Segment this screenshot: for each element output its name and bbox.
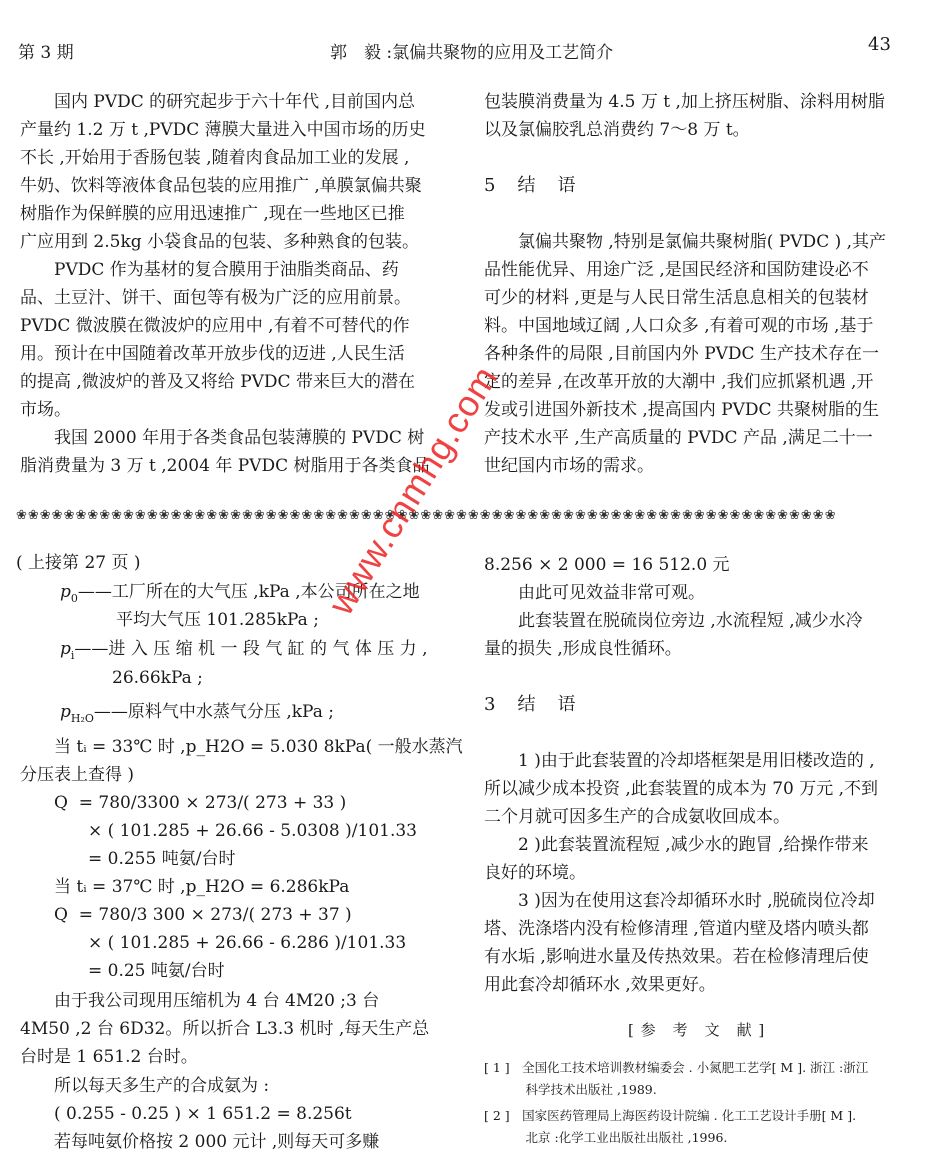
- equation-line: Q = 780/3 300 × 273/( 273 + 37 ): [20, 905, 352, 925]
- text-line: PVDC 微波膜在微波炉的应用中 ,有着不可替代的作: [20, 316, 410, 336]
- text-line: 树脂作为保鲜膜的应用迅速推广 ,现在一些地区已推: [20, 204, 405, 224]
- text-line: 发或引进国外新技术 ,提高国内 PVDC 共聚树脂的生: [484, 400, 879, 420]
- text-line: 3 )因为在使用这套冷却循环水时 ,脱硫岗位冷却: [484, 891, 875, 911]
- symbol: p: [60, 702, 71, 722]
- ornamental-divider: ❀❀❀❀❀❀❀❀❀❀❀❀❀❀❀❀❀❀❀❀❀❀❀❀❀❀❀❀❀❀❀❀❀❀❀❀❀❀❀❀❀❀❀❀❀❀❀❀❀❀❀❀❀❀❀❀❀❀❀❀❀❀❀❀❀❀❀❀❀: [16, 509, 837, 523]
- equation-line: = 0.255 吨氨/台时: [20, 849, 236, 869]
- definition-text: ——原料气中水蒸气分压 ,kPa ;: [93, 702, 334, 722]
- text-line: 以及氯偏胶乳总消费约 7～8 万 t。: [484, 120, 750, 140]
- text-line: 用。预计在中国随着改革开放步伐的迈进 ,人民生活: [20, 344, 405, 364]
- text-line: 4M50 ,2 台 6D32。所以折合 L3.3 机时 ,每天生产总: [20, 1019, 430, 1039]
- section-heading: 3 结 语: [484, 694, 578, 715]
- text-line: 各种条件的局限 ,目前国内外 PVDC 生产技术存在一: [484, 344, 879, 364]
- reference-item: [ 1 ] 全国化工技术培训教材编委会 . 小氮肥工艺学[ M ]. 浙江 :浙江: [484, 1060, 869, 1075]
- reference-item: [ 2 ] 国家医药管理局上海医药设计院编 . 化工工艺设计手册[ M ].: [484, 1108, 857, 1123]
- pi-definition: [60, 639, 427, 661]
- symbol: p: [60, 582, 71, 602]
- text-line: 品、土豆汁、饼干、面包等有极为广泛的应用前景。: [20, 288, 411, 308]
- issue-number: 第 3 期: [18, 43, 74, 63]
- text-line: 料。中国地域辽阔 ,人口众多 ,有着可观的市场 ,基于: [484, 316, 874, 336]
- text-line: 广应用到 2.5kg 小袋食品的包装、多种熟食的包装。: [20, 232, 420, 252]
- text-line: 此套装置在脱硫岗位旁边 ,水流程短 ,减少水冷: [484, 611, 863, 631]
- symbol: p: [60, 639, 71, 659]
- text-line: 我国 2000 年用于各类食品包装薄膜的 PVDC 树: [20, 428, 425, 448]
- references-title: [ 参 考 文 献 ]: [628, 1021, 766, 1039]
- text-line: 的提高 ,微波炉的普及又将给 PVDC 带来巨大的潜在: [20, 372, 415, 392]
- equation-line: Q = 780/3300 × 273/( 273 + 33 ): [20, 793, 347, 813]
- text-line: 包装膜消费量为 4.5 万 t ,加上挤压树脂、涂料用树脂: [484, 92, 885, 112]
- text-line: 不长 ,开始用于香肠包装 ,随着肉食品加工业的发展 ,: [20, 148, 410, 168]
- reference-item: 北京 :化学工业出版社出版社 ,1996.: [484, 1130, 728, 1145]
- text-line: 良好的环境。: [484, 863, 586, 883]
- text-line: 有水垢 ,影响进水量及传热效果。若在检修清理后使: [484, 947, 869, 967]
- text-line: 用此套冷却循环水 ,效果更好。: [484, 975, 716, 995]
- section-heading: 5 结 语: [484, 175, 578, 196]
- text-line: 产技术水平 ,生产高质量的 PVDC 产品 ,满足二十一: [484, 428, 873, 448]
- text-line: 平均大气压 101.285kPa ;: [116, 610, 319, 630]
- subscript: 0: [70, 592, 78, 605]
- text-line: 量的损失 ,形成良性循环。: [484, 639, 682, 659]
- equation-line: × ( 101.285 + 26.66 - 5.0308 )/101.33: [20, 821, 417, 841]
- watermark: www.cnmhg.com: [320, 358, 506, 622]
- equation-line: 8.256 × 2 000 = 16 512.0 元: [484, 555, 730, 575]
- text-line: 当 tᵢ = 37℃ 时 ,p_H2O = 6.286kPa: [20, 877, 350, 897]
- text-line: 国内 PVDC 的研究起步于六十年代 ,目前国内总: [20, 92, 415, 112]
- continued-note: ( 上接第 27 页 ): [16, 553, 141, 573]
- ph2o-definition: [60, 702, 334, 724]
- text-line: 26.66kPa ;: [112, 668, 203, 688]
- running-title: 郭 毅 :氯偏共聚物的应用及工艺简介: [330, 43, 614, 63]
- text-line: 若每吨氨价格按 2 000 元计 ,则每天可多赚: [20, 1132, 380, 1152]
- page-number: 43: [868, 34, 891, 55]
- text-line: 台时是 1 651.2 台时。: [20, 1047, 198, 1067]
- definition-text: ——进 入 压 缩 机 一 段 气 缸 的 气 体 压 力 ,: [74, 639, 428, 659]
- equation-line: × ( 101.285 + 26.66 - 6.286 )/101.33: [20, 933, 407, 953]
- text-line: 2 )此套装置流程短 ,减少水的跑冒 ,给操作带来: [484, 835, 869, 855]
- subscript: i: [70, 649, 75, 662]
- text-line: 牛奶、饮料等液体食品包装的应用推广 ,单膜氯偏共聚: [20, 176, 422, 196]
- text-line: 所以每天多生产的合成氨为 :: [20, 1076, 270, 1096]
- text-line: 二个月就可因多生产的合成氨收回成本。: [484, 807, 790, 827]
- text-line: 当 tᵢ = 33℃ 时 ,p_H2O = 5.030 8kPa( 一般水蒸汽: [20, 737, 463, 757]
- reference-item: 科学技术出版社 ,1989.: [484, 1082, 657, 1097]
- subscript: H₂O: [70, 712, 94, 725]
- text-line: 定的差异 ,在改革开放的大潮中 ,我们应抓紧机遇 ,开: [484, 372, 874, 392]
- equation-line: ( 0.255 - 0.25 ) × 1 651.2 = 8.256t: [20, 1104, 352, 1124]
- text-line: 1 )由于此套装置的冷却塔框架是用旧楼改造的 ,: [484, 751, 875, 771]
- text-line: 由于我公司现用压缩机为 4 台 4M20 ;3 台: [20, 991, 380, 1011]
- definition-text: ——工厂所在的大气压 ,kPa ,本公司所在之地: [77, 582, 420, 602]
- text-line: 由此可见效益非常可观。: [484, 583, 705, 603]
- text-line: 分压表上查得 ): [20, 765, 135, 785]
- text-line: 所以减少成本投资 ,此套装置的成本为 70 万元 ,不到: [484, 779, 879, 799]
- text-line: 产量约 1.2 万 t ,PVDC 薄膜大量进入中国市场的历史: [20, 120, 426, 140]
- text-line: 品性能优异、用途广泛 ,是国民经济和国防建设必不: [484, 260, 869, 280]
- text-line: 氯偏共聚物 ,特别是氯偏共聚树脂( PVDC ) ,其产: [484, 232, 887, 252]
- text-line: 塔、洗涤塔内没有检修清理 ,管道内壁及塔内喷头都: [484, 919, 869, 939]
- text-line: 脂消费量为 3 万 t ,2004 年 PVDC 树脂用于各类食品: [20, 456, 430, 476]
- text-line: 可少的材料 ,更是与人民日常生活息息相关的包装材: [484, 288, 869, 308]
- text-line: 世纪国内市场的需求。: [484, 456, 654, 476]
- text-line: PVDC 作为基材的复合膜用于油脂类商品、药: [20, 260, 399, 280]
- text-line: 市场。: [20, 400, 71, 420]
- equation-line: = 0.25 吨氨/台时: [20, 961, 225, 981]
